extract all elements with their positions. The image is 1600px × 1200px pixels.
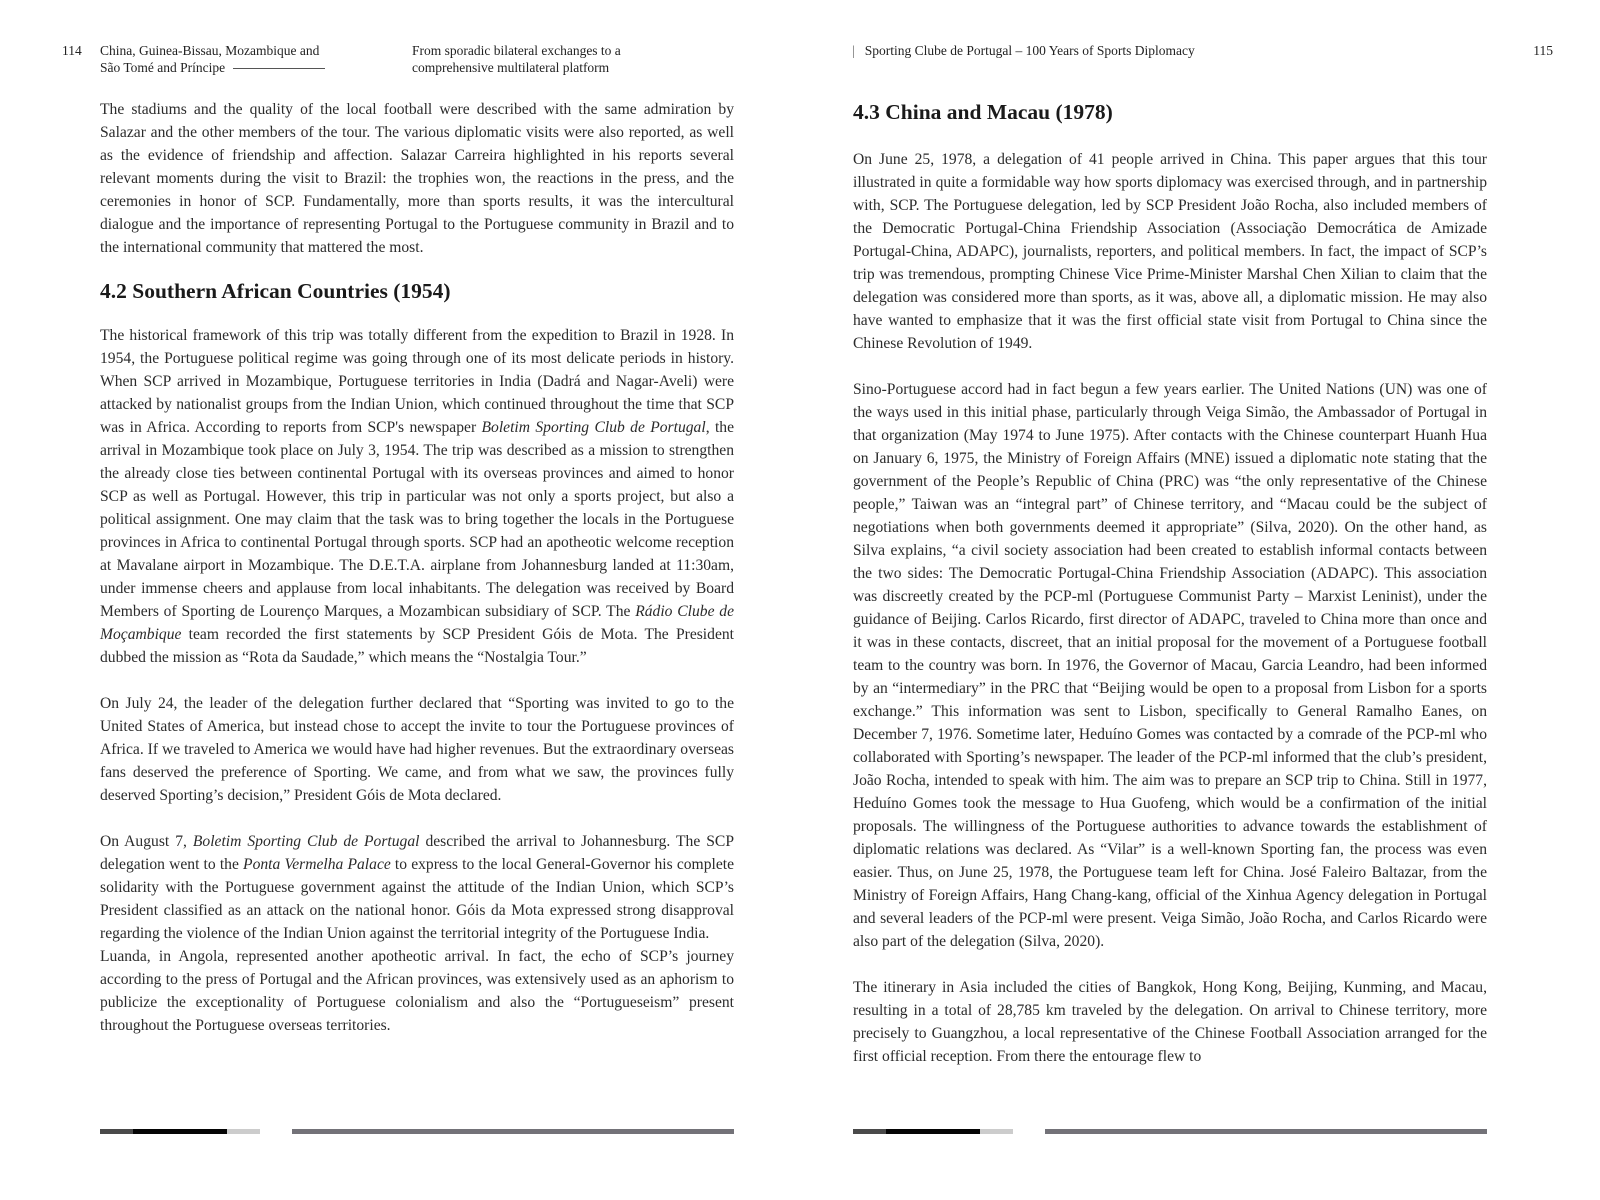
paragraph-sino-portuguese-accord: Sino-Portuguese accord had in fact begun a few years earlier. The United Nations (UN) was one of the ways used in this initial phase, particularly through Veiga Simão, the Ambassador of Portugal in that organization (May 1974 to June 1975). After contacts with the Chinese counterpart Huanh Hua on January 6, 1975, the Ministry of Foreign Affairs (MNE) issued a diplomatic note stating that the government of the People’s Republic of China (PRC) was “the only representative of the Chinese people,” Taiwan was an “integral part” of Chinese territory, and “Macau could be the subject of negotiations when both governments deemed it appropriate” (Silva, 2020). On the other hand, as Silva explains, “a civil society association had been created to establish informal contacts between the two sides: The Democratic Portugal-China Friendship Association (ADAPC). This association was discreetly created by the PCP-ml (Portuguese Communist Party – Marxist Leninist), under the guidance of Beijing. Carlos Ricardo, first director of ADAPC, traveled to China more than once and it was in these contacts, discreet, that an initial proposal for the movement of a Portuguese football team to the country was born. In 1976, the Governor of Macau, Garcia Leandro, had been informed by an “intermediary” in the PRC that “Beijing would be open to a proposal from Lisbon for a sports exchange.” This information was sent to Lisbon, specifically to General Ramalho Eanes, on December 7, 1976. Sometime later, Heduíno Gomes was contacted by a comrade of the PCP-ml who collaborated with Sporting’s newspaper. The leader of the PCP-ml informed that the club’s president, João Rocha, intended to speak with him. The aim was to prepare an SCP trip to China. Still in 1977, Heduíno Gomes took the message to Hua Guofeng, which would be a confirmation of the initial proposals. The willingness of the Portuguese authorities to advance towards the establishment of diplomatic relations was declared. As “Vilar” is a well-known Sporting fan, the process was even easier. Thus, on June 25, 1978, the Portuguese team left for China. José Faleiro Baltazar, from the Ministry of Foreign Affairs, Hang Chang-kang, official of the Xinhua Agency delegation in Portugal and several leaders of the PCP-ml were present. Veiga Simão, João Rocha, and Carlos Ricardo were also part of the delegation (Silva, 2020). (853, 381, 1487, 950)
header-subtitle-line-1: From sporadic bilateral exchanges to a (412, 43, 621, 58)
right-page (800, 0, 1600, 1200)
text-run: to express to the local General-Governor his complete solidarity with the Portuguese government against the attitude of the Indian Union, which SCP’s President classified as an attack on the national honor. Góis da Mota expressed strong disapproval regarding the violence of the Indian Union against the territorial integrity of the Portuguese India. (100, 856, 734, 942)
header-rule (233, 68, 325, 69)
palace-name: Ponta Vermelha Palace (243, 856, 391, 873)
text-run: team recorded the first statements by SCP President Góis de Mota. The President dubbed the mission as “Rota da Saudade,” which means the “Nostalgia Tour.” (100, 626, 734, 666)
footer-bar-long (292, 1129, 734, 1134)
paragraph-itinerary: The itinerary in Asia included the cities of Bangkok, Hong Kong, Beijing, Kunming, and Macau, resulting in a total of 28,785 km traveled by the delegation. On arrival to Chinese territory, more precisely to Guangzhou, a local representative of the Chinese Football Association arranged for the first official reception. From there the entourage flew to (853, 979, 1487, 1065)
running-header-chapter-title (100, 42, 360, 76)
footer-bar-long (1045, 1129, 1487, 1134)
text-run: On August 7, (100, 833, 193, 850)
header-title-line-1: China, Guinea-Bissau, Mozambique and (100, 43, 320, 58)
header-subtitle-line-2: comprehensive multilateral platform (412, 60, 610, 75)
header-title-line-2: São Tomé and Príncipe (100, 60, 226, 75)
footer-bar-light (980, 1129, 1013, 1134)
text-run: The historical framework of this trip was totally different from the expedition to Brazil in 1928. In 1954, the Portuguese political regime was going through one of its most delicate periods in history. When SCP arrived in Mozambique, Portuguese territories in India (Dadrá and Nagar-Aveli) were attacked by nationalist groups from the Indian Union, which continued throughout the time that SCP was in Africa. According to reports from SCP's newspaper (100, 327, 734, 436)
footer-decoration-bars (853, 1129, 1487, 1134)
right-body-column (853, 98, 1487, 1068)
paragraph-july-24: On July 24, the leader of the delegation further declared that “Sporting was invited to go to the United States of America, but instead chose to accept the invite to tour the Portuguese provinces of Africa. If we traveled to America we would have had higher revenues. But the extraordinary overseas fans deserved the preference of Sporting. We came, and from what we saw, the provinces fully deserved Sporting’s decision,” President Góis de Mota declared. (100, 695, 734, 804)
header-book-title: Sporting Clube de Portugal – 100 Years of Sports Diplomacy (864, 43, 1195, 58)
footer-decoration-bars (100, 1129, 734, 1134)
radio-station-title: Rádio Clube de Moçambique (100, 603, 734, 643)
page-number-left: 114 (62, 43, 82, 58)
paragraph-june-25: On June 25, 1978, a delegation of 41 people arrived in China. This paper argues that this tour illustrated in quite a formidable way how sports diplomacy was exercised through, and in partnership with, SCP. The Portuguese delegation, led by SCP President João Rocha, also included members of the Democratic Portugal-China Friendship Association (Associação Democrática de Amizade Portugal-China, ADAPC), journalists, reporters, and political members. In fact, the impact of SCP’s trip was tremendous, prompting Chinese Vice Prime-Minister Marshal Chen Xilian to claim that the delegation was considered more than sports, as it was, above all, a diplomatic mission. He may also have wanted to emphasize that it was the first official state visit from Portugal to China since the Chinese Revolution of 1949. (853, 151, 1487, 352)
text-run: described the arrival to Johannesburg. The SCP delegation went to the (100, 833, 734, 873)
footer-bar-light (227, 1129, 260, 1134)
section-heading-4-2: 4.2 Southern African Countries (1954) (100, 279, 451, 303)
footer-bar-black (886, 1129, 980, 1134)
section-heading-4-3: 4.3 China and Macau (1978) (853, 100, 1113, 124)
running-header-book-title (852, 42, 1195, 59)
header-title-line-2-wrap (100, 59, 360, 76)
newspaper-title: Boletim Sporting Club de Portugal (481, 419, 706, 436)
footer-bar-dark (853, 1129, 886, 1134)
paragraph-luanda: Luanda, in Angola, represented another apotheotic arrival. In fact, the echo of SCP’s journey according to the press of Portugal and the African provinces, was extensively used as an aphorism to publicize the exceptionality of Portuguese colonialism and also the “Portugueseism” present throughout the Portuguese overseas territories. (100, 948, 734, 1034)
left-body-column (100, 98, 734, 1037)
paragraph-intro: The stadiums and the quality of the local football were described with the same admiration by Salazar and the other members of the tour. The various diplomatic visits were also reported, as well as the evidence of friendship and affection. Salazar Carreira highlighted in his reports several relevant moments during the visit to Brazil: the trophies won, the reactions in the press, and the ceremonies in honor of SCP. Fundamentally, more than sports results, it was the intercultural dialogue and the importance of representing Portugal to the Portuguese community in Brazil and to the international community that mattered the most. (100, 101, 734, 256)
text-run: , the arrival in Mozambique took place on July 3, 1954. The trip was described as a mission to strengthen the already close ties between continental Portugal with its overseas provinces and aimed to honor SCP as well as Portugal. However, this trip in particular was not only a sports project, but also a political assignment. One may claim that the task was to bring together the locals in the Portuguese provinces in Africa to continental Portugal through sports. SCP had an apotheotic welcome reception at Mavalane airport in Mozambique. The D.E.T.A. airplane from Johannesburg landed at 11:30am, under immense cheers and applause from local inhabitants. The delegation was received by Board Members of Sporting de Lourenço Marques, a Mozambican subsidiary of SCP. The (100, 419, 734, 620)
header-separator: | (852, 43, 855, 58)
footer-bar-dark (100, 1129, 133, 1134)
paragraph-historical-framework (100, 324, 734, 669)
page-number-right: 115 (1533, 43, 1553, 58)
footer-bar-black (133, 1129, 227, 1134)
paragraph-august-7 (100, 830, 734, 945)
newspaper-title: Boletim Sporting Club de Portugal (192, 833, 420, 850)
running-header-section-title (412, 42, 682, 76)
